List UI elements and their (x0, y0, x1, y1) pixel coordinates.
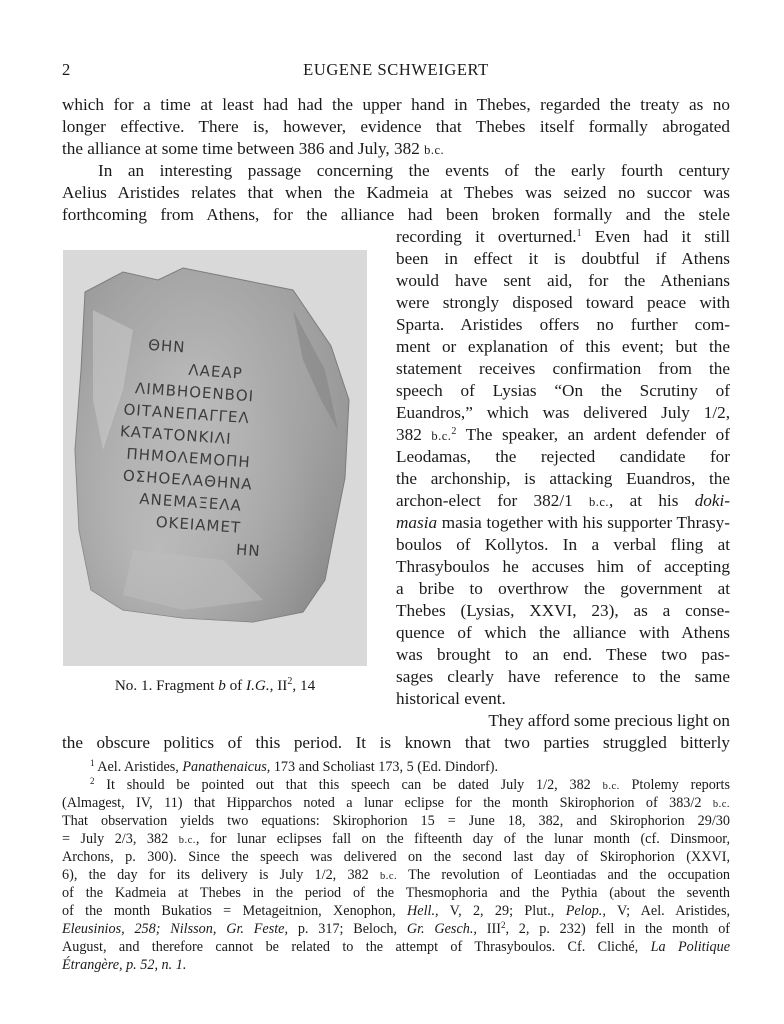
column-line: a bribe to overthrow the government at (396, 579, 730, 598)
body-line: which for a time at least had had the upper hand in Thebes, regarded the treaty as no (62, 95, 730, 114)
column-line: Euandros,” which was delivered July 1/2, (396, 403, 730, 422)
column-line: statement receives confirmation from the (396, 359, 730, 378)
footnote-2-line: August, and therefore cannot be related to the attempt of Thrasyboulos. Cf. Cliché, La Politique (62, 939, 731, 955)
footnote-2-line: of the Kadmeia at Thebes in the period of the Thesmophoria and the Pythia (about the seventh (62, 885, 730, 901)
body-line: the obscure politics of this period. It is known that two parties struggled bitterly (62, 733, 730, 752)
column-line: sages clearly have reference to the same (396, 667, 730, 686)
body-line: forthcoming from Athens, for the alliance had been broken formally and the stele (62, 205, 730, 224)
column-line: ment or explanation of this event; but the (396, 337, 730, 356)
running-title: EUGENE SCHWEIGERT (303, 60, 489, 79)
footnote-2-line: That observation yields two equations: Skirophorion 15 = June 18, 382, and Skirophorion 29/30 (62, 813, 730, 829)
footnote-2-line: Eleusinios, 258; Nilsson, Gr. Feste, p. 317; Beloch, Gr. Gesch., III$^2$, 2, p. 232) fell in the month of (62, 920, 731, 937)
inscription-photo (63, 250, 367, 666)
column-line: been in effect it is doubtful if Athens (396, 249, 730, 268)
footnote-2-line: = July 2/3, 382 b.c., for lunar eclipses fall on the fifteenth day of the lunar month (cf. Dinsmoor, (62, 831, 731, 847)
footnote-2-line: 6), the day for its delivery is July 1/2, 382 b.c. The revolution of Leontiadas and the occupation (62, 867, 731, 883)
column-line: 382 b.c.$^2$ The speaker, an ardent defender of (396, 425, 730, 444)
page-number: 2 (62, 60, 71, 79)
column-line: boulos of Kollytos. In a verbal fling at (396, 535, 730, 554)
column-line: masia masia together with his supporter Thrasy- (396, 513, 730, 532)
column-line: speech of Lysias “On the Scrutiny of (396, 381, 730, 400)
body-line: Aelius Aristides relates that when the Kadmeia at Thebes was seized no succor was (62, 183, 730, 202)
footnote-2-line: Étrangère, p. 52, n. 1. (62, 957, 187, 973)
column-line: the archonship, is attacking Euandros, the (396, 469, 730, 488)
column-line: quence of which the alliance with Athens (396, 623, 730, 642)
inscription-text: ΘΗΝ ΛΑΕΑΡ ΛΙΜΒΗΟΕΝΒΟΙ ΟΙΤΑΝΕΠΑΓΓΕΛ ΚΑΤΑΤΟΝΚΙΛΙ ΠΗΜΟΛΕΜΟΠΗ ΟΣΗΟΕΛΑΘΗΝΑ ΑΝΕΜΑΞΕΛΑ ΟΚΕΙΑΜΕΤ ΗΝ (119, 335, 262, 561)
body-line: longer effective. There is, however, evidence that Thebes itself formally abrogated (62, 117, 730, 136)
footnote-2-line: $^2$ It should be pointed out that this speech can be dated July 1/2, 382 b.c. Ptolemy reports (90, 776, 730, 793)
column-line: recording it overturned.$^1$ Even had it still (396, 227, 730, 246)
footnote-2-line: of the month Bukatios = Metageitnion, Xenophon, Hell., V, 2, 29; Plut., Pelop., V; Ael. Aristides, (62, 903, 731, 919)
page-header (62, 60, 730, 84)
column-line: was brought to an end. These two pas- (396, 645, 730, 664)
column-line: Sparta. Aristides offers no further com- (396, 315, 730, 334)
figure-caption: No. 1. Fragment b of I.G., $II^2$, 14 (114, 676, 316, 694)
column-line: historical event. (396, 689, 506, 708)
body-line: In an interesting passage concerning the events of the early fourth century (98, 161, 730, 180)
body-line: the alliance at some time between 386 and July, 382 b.c. (62, 139, 445, 158)
column-line: Thrasyboulos he accuses him of accepting (396, 557, 730, 576)
footnote-2-line: Archons, p. 300). Since the speech was delivered on the second last day of Skirophorion (XXVI, (62, 849, 730, 865)
column-line: archon-elect for 382/1 b.c., at his doki- (396, 491, 731, 510)
footnote-2-line: (Almagest, IV, 11) that Hipparchos noted a lunar eclipse for the month Skirophorion of 383/2 b.c. (62, 795, 731, 811)
column-line: Leodamas, the rejected candidate for (396, 447, 730, 466)
column-line: Thebes (Lysias, XXVI, 23), as a conse- (396, 601, 730, 620)
column-line: would have sent aid, for the Athenians (396, 271, 730, 290)
column-line: were strongly disposed toward peace with (396, 293, 730, 312)
body-line: They afford some precious light on (488, 711, 730, 730)
footnote-1: $^1$ Ael. Aristides, Panathenaicus, 173 and Scholiast 173, 5 (Ed. Dindorf). (90, 758, 499, 775)
